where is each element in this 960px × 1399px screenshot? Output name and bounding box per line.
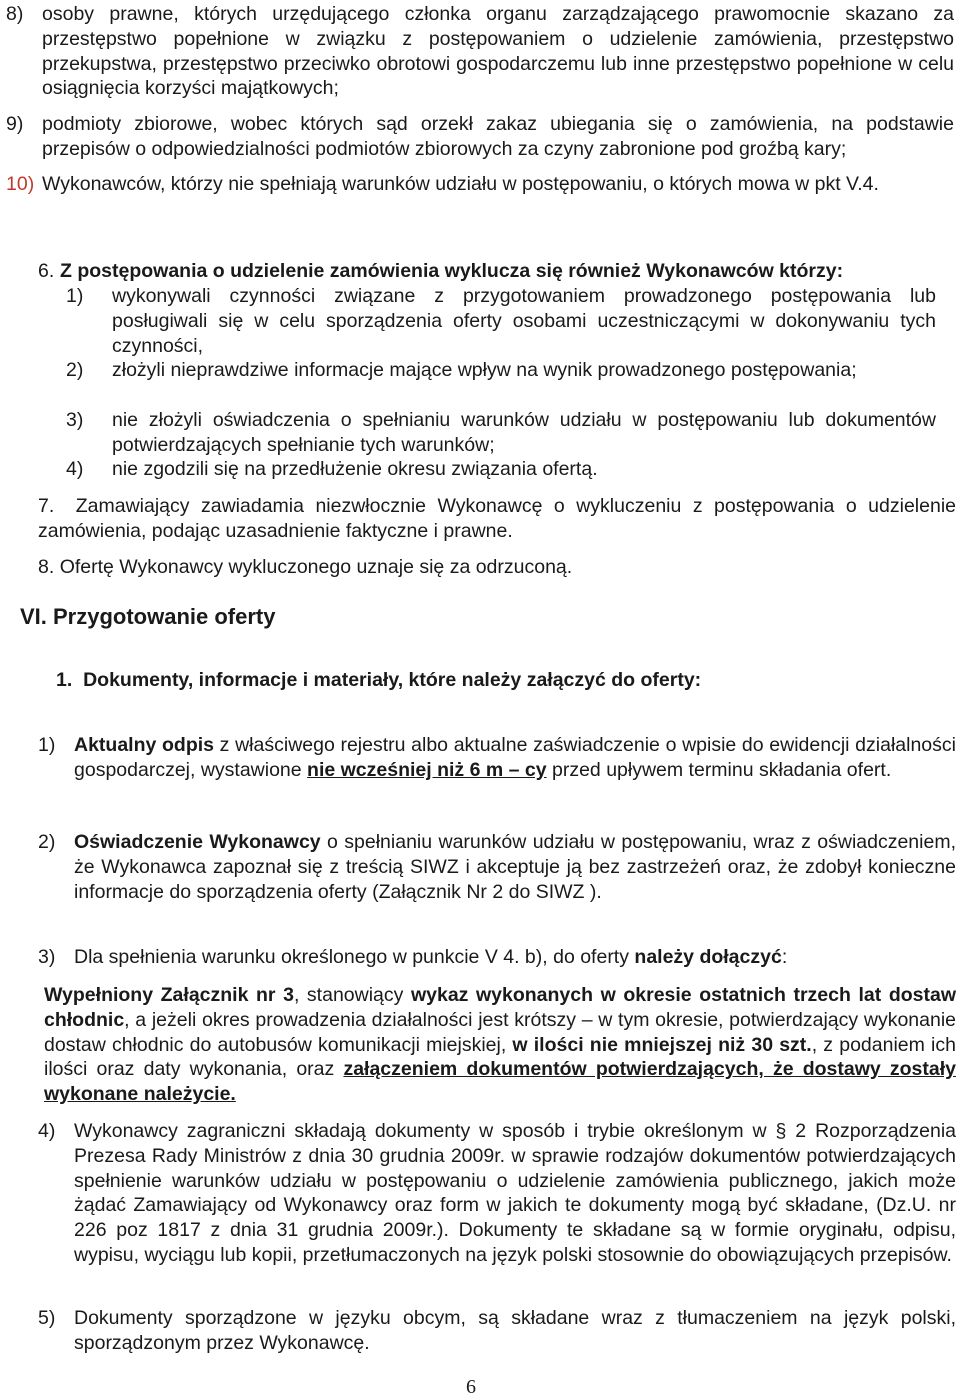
section-number: 6.: [38, 260, 55, 282]
section-number: 8.: [38, 556, 55, 578]
list-item-text: nie zgodzili się na przedłużenie okresu związania ofertą.: [112, 458, 598, 480]
emphasis-text: w ilości nie mniejszej niż 30 szt.: [512, 1033, 812, 1056]
page-number: 6: [466, 1376, 476, 1398]
body-text: Dla spełnienia warunku określonego w punkcie V 4. b), do oferty: [74, 946, 635, 968]
subsection-heading: 1. Dokumenty, informacje i materiały, które należy załączyć do oferty:: [56, 669, 702, 691]
body-text: , z podaniem ich ilości oraz daty wykonania, oraz: [44, 1033, 956, 1081]
list-number: 2): [38, 831, 56, 853]
document-requirement-2: [74, 830, 956, 904]
document-requirement-4: Wykonawcy zagraniczni składają dokumenty w sposób i trybie określonym w § 2 Rozporządzenia Prezesa Rady Ministrów z dnia 30 grudnia 2009r. w sprawie rodzajów dokumentów potwierdzających spełnienie warunków udziału w postępowaniu o udzielenie zamówienia publicznego, jakich może żądać Zamawiający od Wykonawcy oraz form w jakich te dokumenty mogą być składane, (Dz.U. nr 226 poz 1817 z dnia 31 grudnia 2009r.). Dokumenty te składane są w formie oryginału, odpisu, wypisu, wyciągu lub kopii, przetłumaczonych na język polski stosownie do obowiązujących przepisów.: [74, 1120, 956, 1266]
list-item-text: Wykonawców, którzy nie spełniają warunków udziału w postępowaniu, o których mowa w pkt V.4.: [42, 173, 879, 195]
list-number: 1): [66, 285, 84, 307]
emphasis-text: należy dołączyć: [634, 946, 782, 968]
list-item-text: złożyli nieprawdziwe informacje mające wpływ na wynik prowadzonego postępowania;: [112, 359, 857, 381]
section-number: 7.: [38, 495, 55, 517]
deadline-text: nie wcześniej niż 6 m – cy: [307, 758, 547, 781]
list-number: 3): [66, 409, 84, 431]
list-item-text: osoby prawne, których urzędującego członka organu zarządzającego prawomocnie skazano za przestępstwo popełnione w związku z postępowaniem o udzielenie zamówienia, przestępstwo przekupstwa, przestępstwo przeciwko obrotowi gospodarczemu lub inne przestępstwo popełnione w celu osiągnięcia korzyści majątkowych;: [42, 3, 954, 100]
body-text: :: [781, 946, 788, 968]
list-number: 9): [6, 113, 24, 135]
list-item-text: podmioty zbiorowe, wobec których sąd orzekł zakaz ubiegania się o zamówienia, na podstawie przepisów o odpowiedzialności podmiotów zbiorowych za czyny zabronione pod groźbą kary;: [42, 113, 954, 160]
section-title: Z postępowania o udzielenie zamówienia wyklucza się również Wykonawców którzy:: [60, 260, 844, 282]
section-8-paragraph: [38, 555, 956, 580]
section-text: Zamawiający zawiadamia niezwłocznie Wykonawcę o wykluczeniu z postępowania o udzielenie zamówienia, podając uzasadnienie faktyczne i prawne.: [38, 495, 957, 542]
list-item-text: wykonywali czynności związane z przygotowaniem prowadzonego postępowania lub posługiwali się w celu sporządzenia oferty osobami uczestniczącymi w dokonywaniu tych czynności,: [112, 285, 936, 357]
emphasis-text: Aktualny odpis: [74, 734, 215, 756]
list-number: 4): [66, 458, 84, 480]
emphasis-text: Wypełniony Załącznik nr 3: [44, 984, 294, 1006]
body-text: przed upływem terminu składania ofert.: [546, 758, 892, 781]
body-text: , stanowiący: [293, 984, 411, 1006]
emphasis-text: Oświadczenie Wykonawcy: [74, 831, 321, 853]
attachment-3-requirement: [44, 983, 956, 1107]
list-number: 5): [38, 1307, 56, 1329]
list-number: 2): [66, 359, 84, 381]
list-number: 1): [38, 734, 56, 756]
body-text: , a jeżeli okres prowadzenia działalności jest krótszy – w tym okresie, potwierdzający wykonanie dostaw chłodnic do autobusów komunikacji miejskiej,: [44, 1008, 956, 1056]
list-number: 8): [6, 3, 24, 25]
emphasis-underlined-text: załączeniem dokumentów potwierdzających, że dostawy zostały wykonane należycie.: [44, 1058, 956, 1106]
chapter-heading: VI. Przygotowanie oferty: [20, 604, 276, 629]
document-requirement-5: Dokumenty sporządzone w języku obcym, są składane wraz z tłumaczeniem na język polski, sporządzonym przez Wykonawcę.: [74, 1307, 956, 1354]
list-number: 3): [38, 946, 56, 968]
list-number: 10): [6, 173, 35, 195]
emphasis-text: wykaz wykonanych w okresie ostatnich trzech lat dostaw chłodnic: [44, 984, 956, 1031]
body-text: o spełnianiu warunków udziału w postępowaniu, wraz z oświadczeniem, że Wykonawca zapoznał się z treścią SIWZ i akceptuje ją bez zastrzeżeń oraz, że zdobył konieczne informacje do sporządzenia oferty (Załącznik Nr 2 do SIWZ ).: [74, 831, 956, 903]
list-item-text: nie złożyli oświadczenia o spełnianiu warunków udziału w postępowaniu lub dokumentów potwierdzających spełnianie tych warunków;: [112, 409, 936, 456]
body-text: z właściwego rejestru albo aktualne zaświadczenie o wpisie do ewidencji działalności gospodarczej, wystawione: [74, 734, 956, 781]
list-number: 4): [38, 1120, 56, 1142]
document-requirement-3: [74, 945, 956, 970]
section-7-paragraph: [38, 494, 956, 544]
document-requirement-1: [74, 733, 956, 783]
section-text: Ofertę Wykonawcy wykluczonego uznaje się za odrzuconą.: [59, 556, 573, 578]
